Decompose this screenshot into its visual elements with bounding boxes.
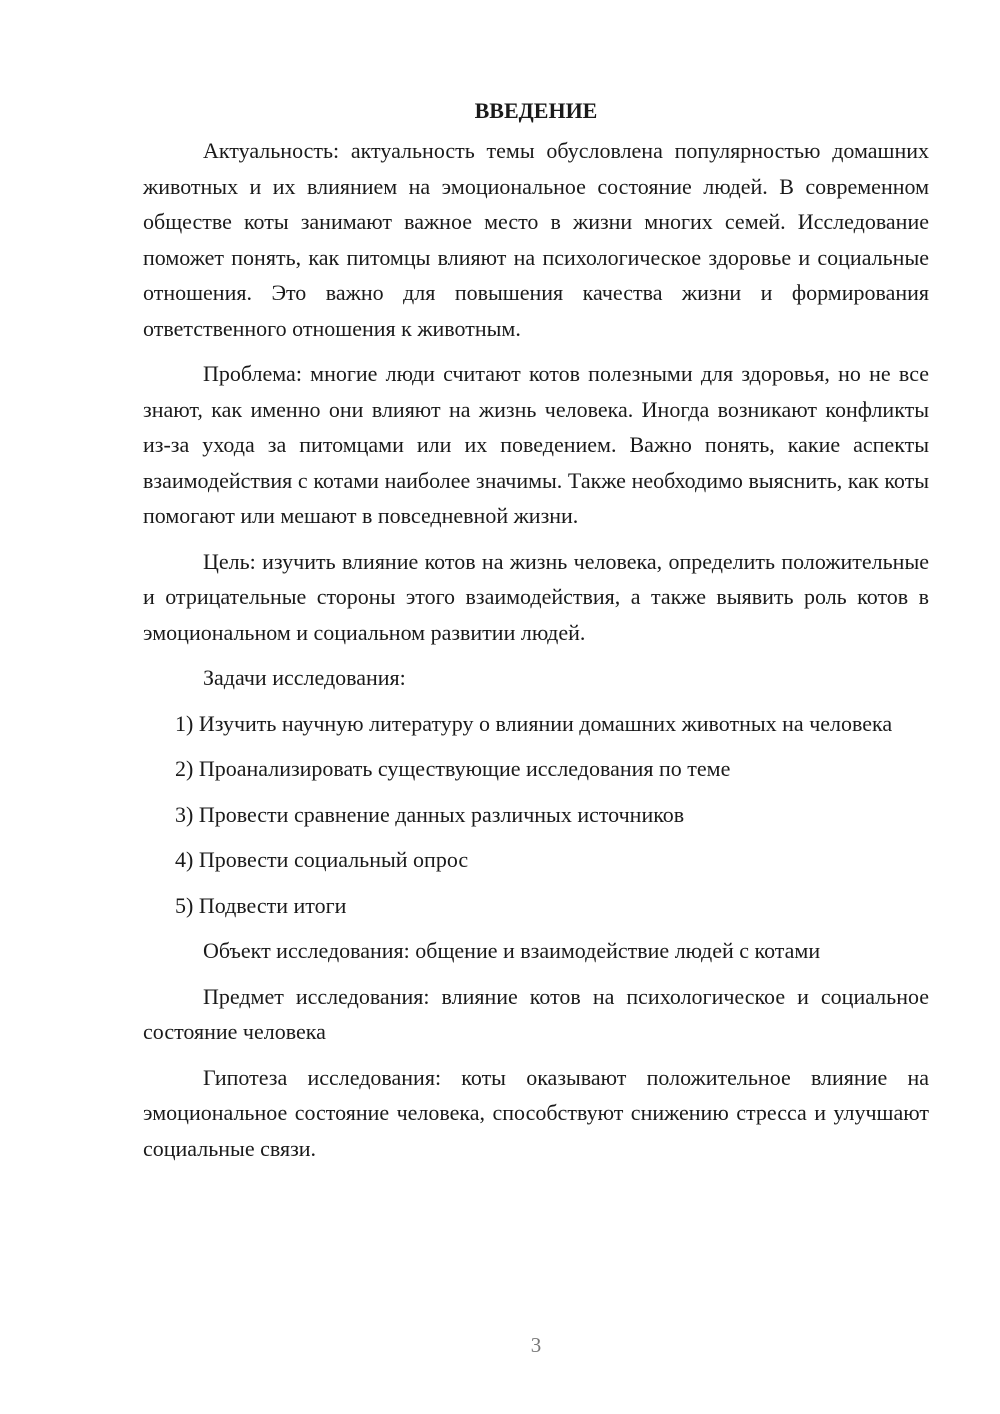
paragraph-subject: Предмет исследования: влияние котов на психологическое и социальное состояние человека	[143, 983, 929, 1044]
task-item-5: 5) Подвести итоги	[175, 892, 347, 918]
task-item-4: 4) Провести социальный опрос	[175, 847, 469, 872]
task-item-3: 3) Провести сравнение данных различных источников	[175, 801, 685, 827]
page-content	[143, 92, 929, 1176]
paragraph-problem: Проблема: многие люди считают котов полезными для здоровья, но не все знают, как именно они влияют на жизнь человека. Иногда возникают конфликты из-за ухода за питомцами или их поведением. Важно понять, какие аспекты взаимодействия с котами наиболее значимы. Также необходимо выяснить, как коты помогают или мешают в повседневной жизни.	[143, 361, 929, 528]
page-title: ВВЕДЕНИЕ	[474, 98, 598, 123]
paragraph-goal: Цель: изучить влияние котов на жизнь человека, определить положительные и отрицательные стороны этого взаимодействия, а также выявить роль котов в эмоциональном и социальном развитии людей.	[143, 548, 929, 645]
paragraph-relevance: Актуальность: актуальность темы обусловлена популярностью домашних животных и их влиянием на эмоциональное состояние людей. В современном обществе коты занимают важное место в жизни многих семей. Исследование поможет понять, как питомцы влияют на психологическое здоровье и социальные отношения. Это важно для повышения качества жизни и формирования ответственного отношения к животным.	[143, 138, 929, 341]
page-number: 3	[530, 1333, 542, 1357]
paragraph-object: Объект исследования: общение и взаимодействие людей с котами	[203, 938, 821, 963]
tasks-heading: Задачи исследования:	[203, 665, 406, 690]
task-item-2: 2) Проанализировать существующие исследования по теме	[175, 756, 731, 781]
paragraph-hypothesis: Гипотеза исследования: коты оказывают положительное влияние на эмоциональное состояние человека, способствуют снижению стресса и улучшают социальные связи.	[143, 1064, 929, 1161]
task-item-1: 1) Изучить научную литературу о влиянии домашних животных на человека	[175, 710, 893, 736]
